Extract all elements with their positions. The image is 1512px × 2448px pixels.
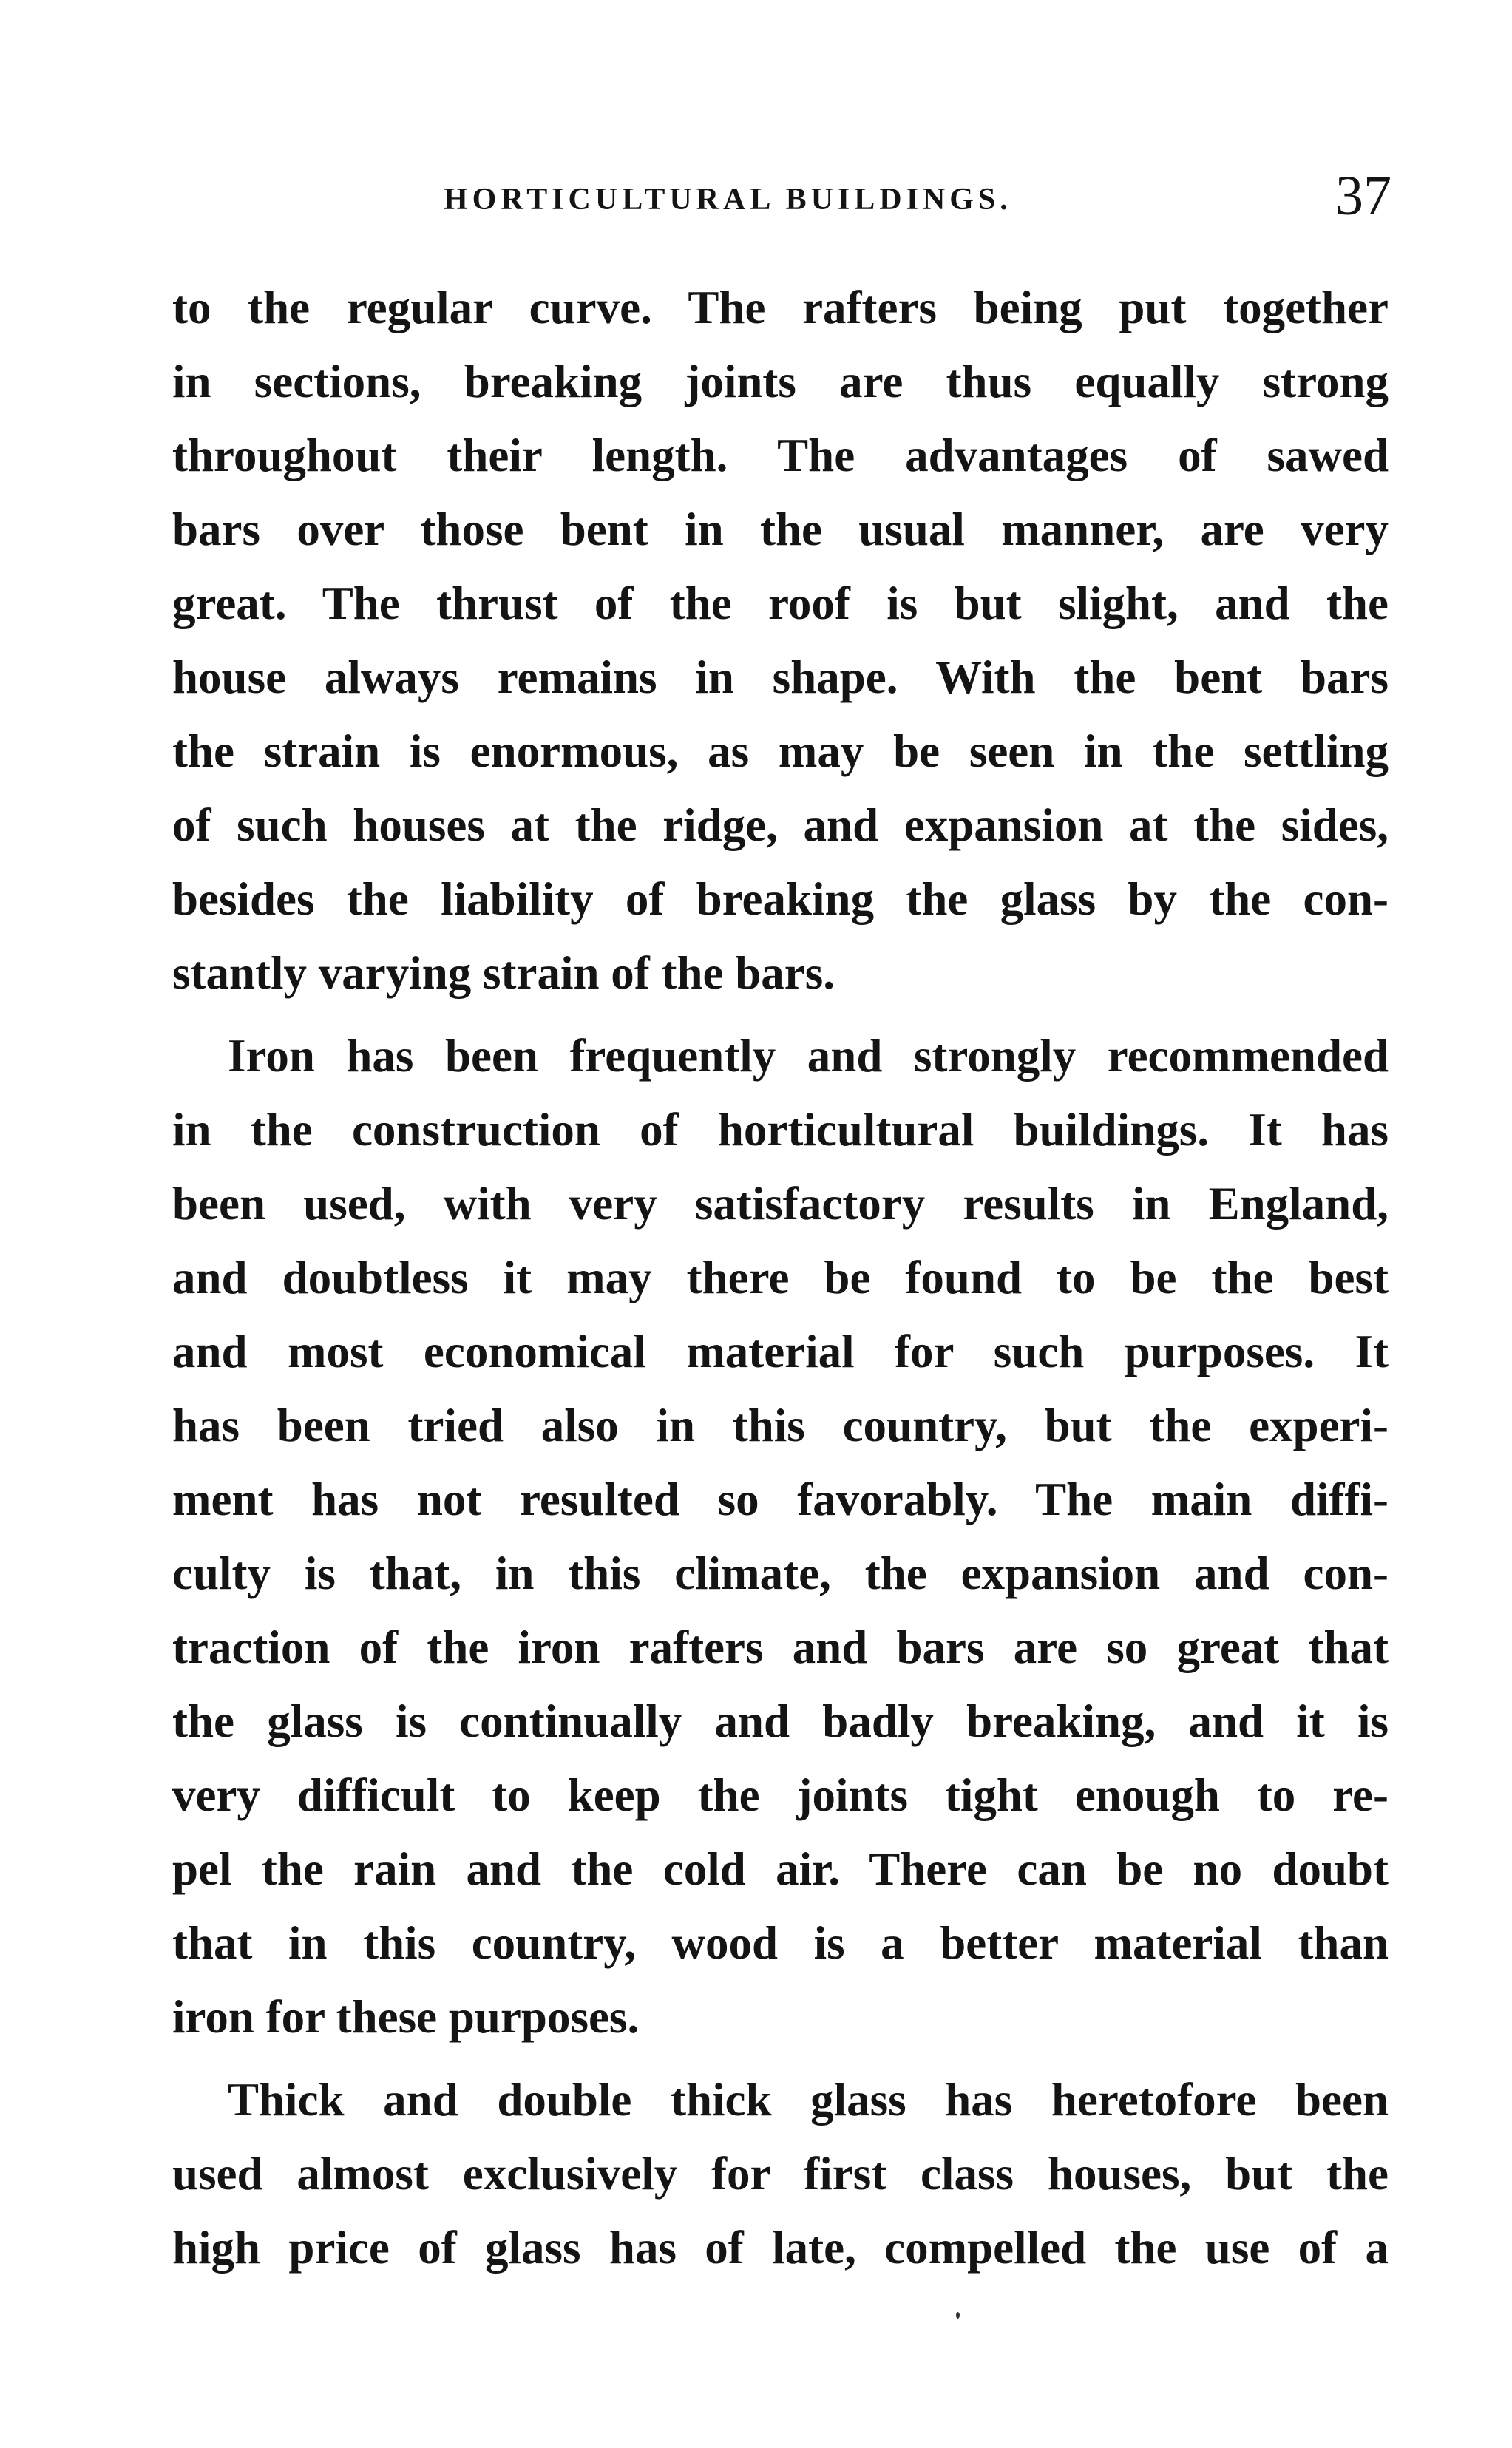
paragraph-glass [172, 2063, 1389, 2285]
text-line: the strain is enormous, as may be seen in the settling [172, 725, 1389, 777]
running-head [0, 164, 1512, 231]
text-line: Iron has been frequently and strongly recommended [228, 1030, 1389, 1082]
text-line: in sections, breaking joints are thus equally strong [172, 356, 1389, 407]
text-line: ment has not resulted so favorably. The main diffi- [172, 1474, 1389, 1525]
print-speck [956, 2312, 960, 2319]
text-line: culty is that, in this climate, the expansion and con- [172, 1547, 1389, 1599]
text-line: high price of glass has of late, compelled the use of a [172, 2222, 1389, 2274]
text-line: stantly varying strain of the bars. [172, 947, 835, 999]
text-line: to the regular curve. The rafters being put together [172, 282, 1389, 333]
text-line: bars over those bent in the usual manner, are very [172, 503, 1389, 555]
text-line: used almost exclusively for first class houses, but the [172, 2148, 1389, 2200]
text-line: iron for these purposes. [172, 1991, 640, 2043]
text-line: great. The thrust of the roof is but slight, and the [172, 577, 1389, 629]
paragraph-sawed-bars [172, 271, 1389, 1010]
text-line: traction of the iron rafters and bars are so great that [172, 1621, 1389, 1673]
body-text [172, 271, 1389, 2285]
text-line: in the construction of horticultural buildings. It has [172, 1104, 1389, 1156]
text-line: throughout their length. The advantages of sawed [172, 430, 1389, 481]
text-line: Thick and double thick glass has heretofore been [228, 2074, 1389, 2126]
text-line: and most economical material for such purposes. It [172, 1326, 1389, 1377]
text-line: besides the liability of breaking the glass by the con- [172, 873, 1389, 925]
paragraph-gap [172, 1010, 1389, 1019]
text-line: and doubtless it may there be found to be the best [172, 1252, 1389, 1303]
running-title: HORTICULTURAL BUILDINGS. [444, 183, 1012, 217]
paragraph-iron [172, 1019, 1389, 2054]
text-line: been used, with very satisfactory results in England, [172, 1178, 1389, 1230]
text-line: very difficult to keep the joints tight enough to re- [172, 1769, 1389, 1821]
page-number: 37 [1335, 165, 1391, 227]
text-line: that in this country, wood is a better material than [172, 1917, 1389, 1969]
text-line: house always remains in shape. With the bent bars [172, 651, 1389, 703]
text-line: of such houses at the ridge, and expansion at the sides, [172, 799, 1389, 851]
text-line: has been tried also in this country, but the experi- [172, 1400, 1389, 1451]
text-line: pel the rain and the cold air. There can be no doubt [172, 1843, 1389, 1895]
text-line: the glass is continually and badly breaking, and it is [172, 1695, 1389, 1747]
paragraph-gap [172, 2054, 1389, 2063]
